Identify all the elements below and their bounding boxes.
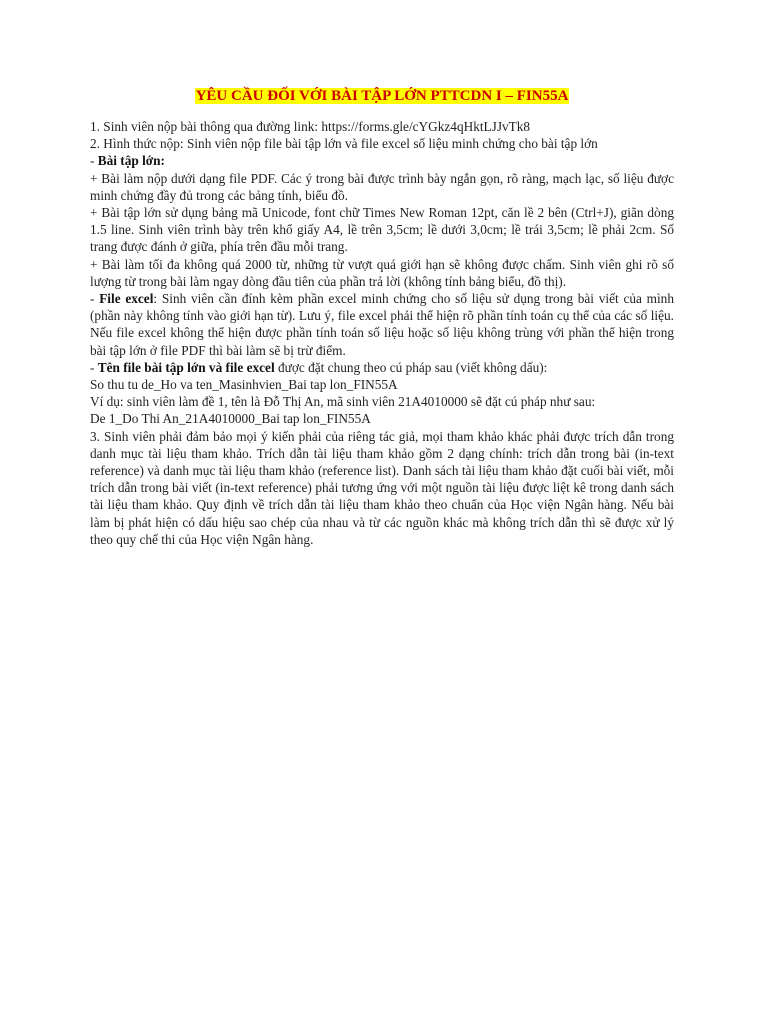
document-title [90, 86, 674, 106]
example-intro: Ví dụ: sinh viên làm đề 1, tên là Đỗ Thị An, mã sinh viên 21A4010000 sẽ đặt cú pháp như sau: [90, 394, 596, 410]
file-name-text: được đặt chung theo cú pháp sau (viết không dấu): [274, 359, 548, 375]
excel-file-paragraph [90, 290, 674, 359]
assignment-rule-layout: + Bài tập lớn sử dụng bảng mã Unicode, font chữ Times New Roman 12pt, căn lề 2 bên (Ctrl+J), giãn dòng 1.5 line. Sinh viên trình bày trên khổ giấy A4, lề trên 3,5cm; lề dưới 3,0cm; lề trái 3,5cm; lề phải 2cm. Số trang được đánh ở giữa, phía trên đầu mỗi trang. [90, 205, 674, 255]
assignment-rule-word-limit: + Bài làm tối đa không quá 2000 từ, những từ vượt quá giới hạn sẽ không được chấm. Sinh viên ghi rõ số lượng từ trong bài làm ngay dòng đầu tiên của phần trả lời (không tính bảng biểu, đồ thị). [90, 256, 674, 289]
file-name-prefix: - [90, 359, 98, 375]
assignment-heading-text: Bài tập lớn: [97, 153, 165, 169]
assignment-heading [90, 152, 674, 169]
excel-text: : Sinh viên cần đính kèm phần excel minh chứng cho số liệu sử dụng trong bài viết của mình (phần này không tính vào giới hạn từ). Lưu ý, file excel phải thể hiện rõ phần tính toán cụ thể của các số liệu. Nếu file excel không thể hiện được phần tính toán số liệu hoặc số liệu không trùng với phần thể hiện trong bài tập lớn ở file PDF thì bài làm sẽ bị trừ điểm. [90, 291, 674, 358]
excel-heading-prefix: - [90, 291, 100, 307]
document-title-text: YÊU CẦU ĐỐI VỚI BÀI TẬP LỚN PTTCDN I – FIN55A [195, 88, 569, 104]
example-file-name: De 1_Do Thi An_21A4010000_Bai tap lon_FIN55A [90, 411, 371, 427]
file-name-paragraph [90, 359, 674, 376]
assignment-rule-format: + Bài làm nộp dưới dạng file PDF. Các ý trong bài được trình bày ngắn gọn, rõ ràng, mạch lạc, số liệu được minh chứng đầy đủ trong các bảng tính, biểu đồ. [90, 170, 674, 203]
document-page [90, 86, 674, 548]
submission-link-paragraph: 1. Sinh viên nộp bài thông qua đường link: https://forms.gle/cYGkz4qHktLJJvTk8 [90, 119, 531, 134]
citation-paragraph: 3. Sinh viên phải đảm bảo mọi ý kiến phải của riêng tác giả, mọi tham khảo khác phải được trích dẫn trong danh mục tài liệu tham khảo. Trích dẫn tài liệu tham khảo gồm 2 dạng chính: trích dẫn trong bài (in-text reference) và danh mục tài liệu tham khảo (reference list). Danh sách tài liệu tham khảo đặt cuối bài viết, mỗi trích dẫn trong bài viết (in-text reference) phải tương ứng với một nguồn tài liệu được liệt kê trong danh sách tài liệu tham khảo. Quy định về trích dẫn tài liệu tham khảo theo chuẩn của Học viện Ngân hàng. Nếu bài làm bị phát hiện có dấu hiệu sao chép của nhau và từ các nguồn khác mà không trích dẫn thì sẽ được xử lý theo quy chế thi của Học viện Ngân hàng. [90, 428, 674, 547]
file-name-heading: Tên file bài tập lớn và file excel [97, 359, 275, 375]
submission-form-paragraph: 2. Hình thức nộp: Sinh viên nộp file bài tập lớn và file excel số liệu minh chứng cho bài tập lớn [90, 136, 598, 152]
file-name-syntax: So thu tu de_Ho va ten_Masinhvien_Bai tap lon_FIN55A [90, 377, 398, 393]
assignment-heading-prefix: - [90, 153, 98, 169]
excel-heading-text: File excel [99, 291, 154, 307]
